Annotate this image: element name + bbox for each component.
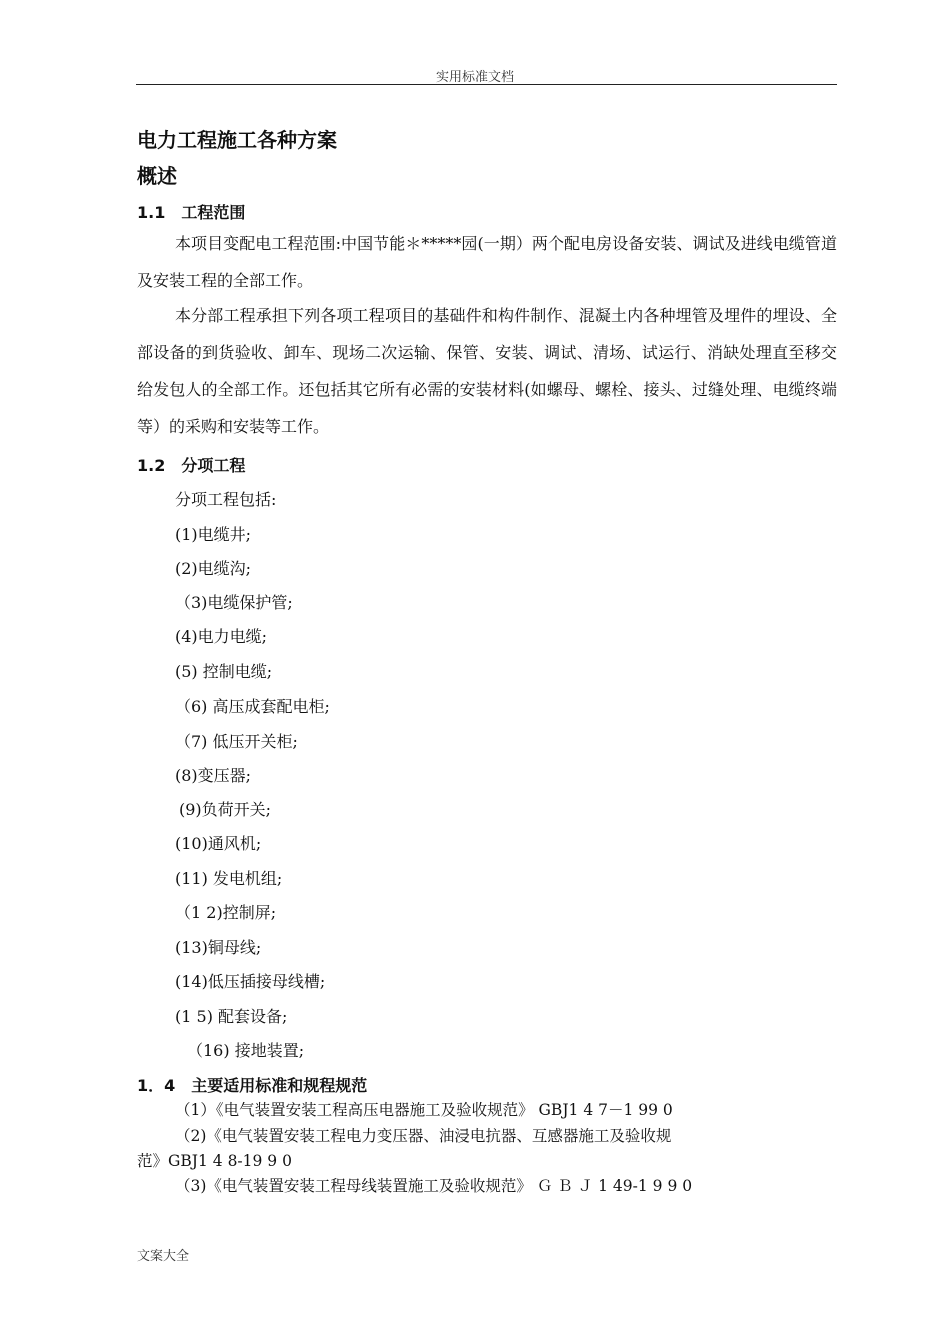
standard-line: （2)《电气装置安装工程电力变压器、油浸电抗器、互感器施工及验收规 <box>175 1127 672 1145</box>
list-item: (5) 控制电缆; <box>175 662 273 681</box>
page-footer: 文案大全 <box>137 1249 190 1264</box>
list-item: (4)电力电缆; <box>175 627 268 646</box>
section-title-overview: 概述 <box>137 164 177 188</box>
standard-line: （1）《电气装置安装工程高压电器施工及验收规范》 GBJ1 4 7－1 99 0 <box>175 1101 673 1119</box>
list-item: (1 5) 配套设备; <box>175 1007 288 1026</box>
list-item: (14)低压插接母线槽; <box>175 972 326 991</box>
list-item: （16) 接地装置; <box>187 1041 305 1060</box>
list-item: （6) 高压成套配电柜; <box>175 697 330 716</box>
heading-1-4: 1．4 主要适用标准和规程规范 <box>137 1076 368 1095</box>
paragraph-text: 本项目变配电工程范围:中国节能＊*****园(一期）两个配电房设备安装、调试及进线电缆管道及安装工程的全部工作。 <box>137 234 837 290</box>
list-item: (1)电缆井; <box>175 525 252 544</box>
scope-paragraph-1 <box>137 225 837 299</box>
list-item: (2)电缆沟; <box>175 559 252 578</box>
paragraph-text: 本分部工程承担下列各项工程项目的基础件和构件制作、混凝土内各种埋管及埋件的埋设、全部设备的到货验收、卸车、现场二次运输、保管、安装、调试、清场、试运行、消缺处理直至移交给发包人的全部工作。还包括其它所有必需的安装材料(如螺母、螺栓、接头、过缝处理、电缆终端等）的采购和安装等工作。 <box>137 306 837 436</box>
list-item: (8)变压器; <box>175 766 252 785</box>
sub-items-intro: 分项工程包括: <box>175 490 277 509</box>
header-divider <box>136 84 837 85</box>
list-item: (9)负荷开关; <box>179 800 272 819</box>
list-item: (11) 发电机组; <box>175 869 283 888</box>
list-item: （7) 低压开关柜; <box>175 732 298 751</box>
list-item: (13)铜母线; <box>175 938 262 957</box>
standard-line: （3)《电气装置安装工程母线装置施工及验收规范》 Ｇ Ｂ Ｊ 1 49-1 9 9 0 <box>175 1177 693 1195</box>
list-item: (10)通风机; <box>175 834 262 853</box>
page-header: 实用标准文档 <box>435 70 514 85</box>
list-item: （1 2)控制屏; <box>175 903 277 922</box>
standard-line: 范》GBJ1 4 8-19 9 0 <box>137 1152 292 1170</box>
document-title: 电力工程施工各种方案 <box>137 128 337 152</box>
heading-1-1: 1.1 工程范围 <box>137 203 246 222</box>
scope-paragraph-2 <box>137 297 837 445</box>
list-item: （3)电缆保护管; <box>175 593 293 612</box>
heading-1-2: 1.2 分项工程 <box>137 456 246 475</box>
